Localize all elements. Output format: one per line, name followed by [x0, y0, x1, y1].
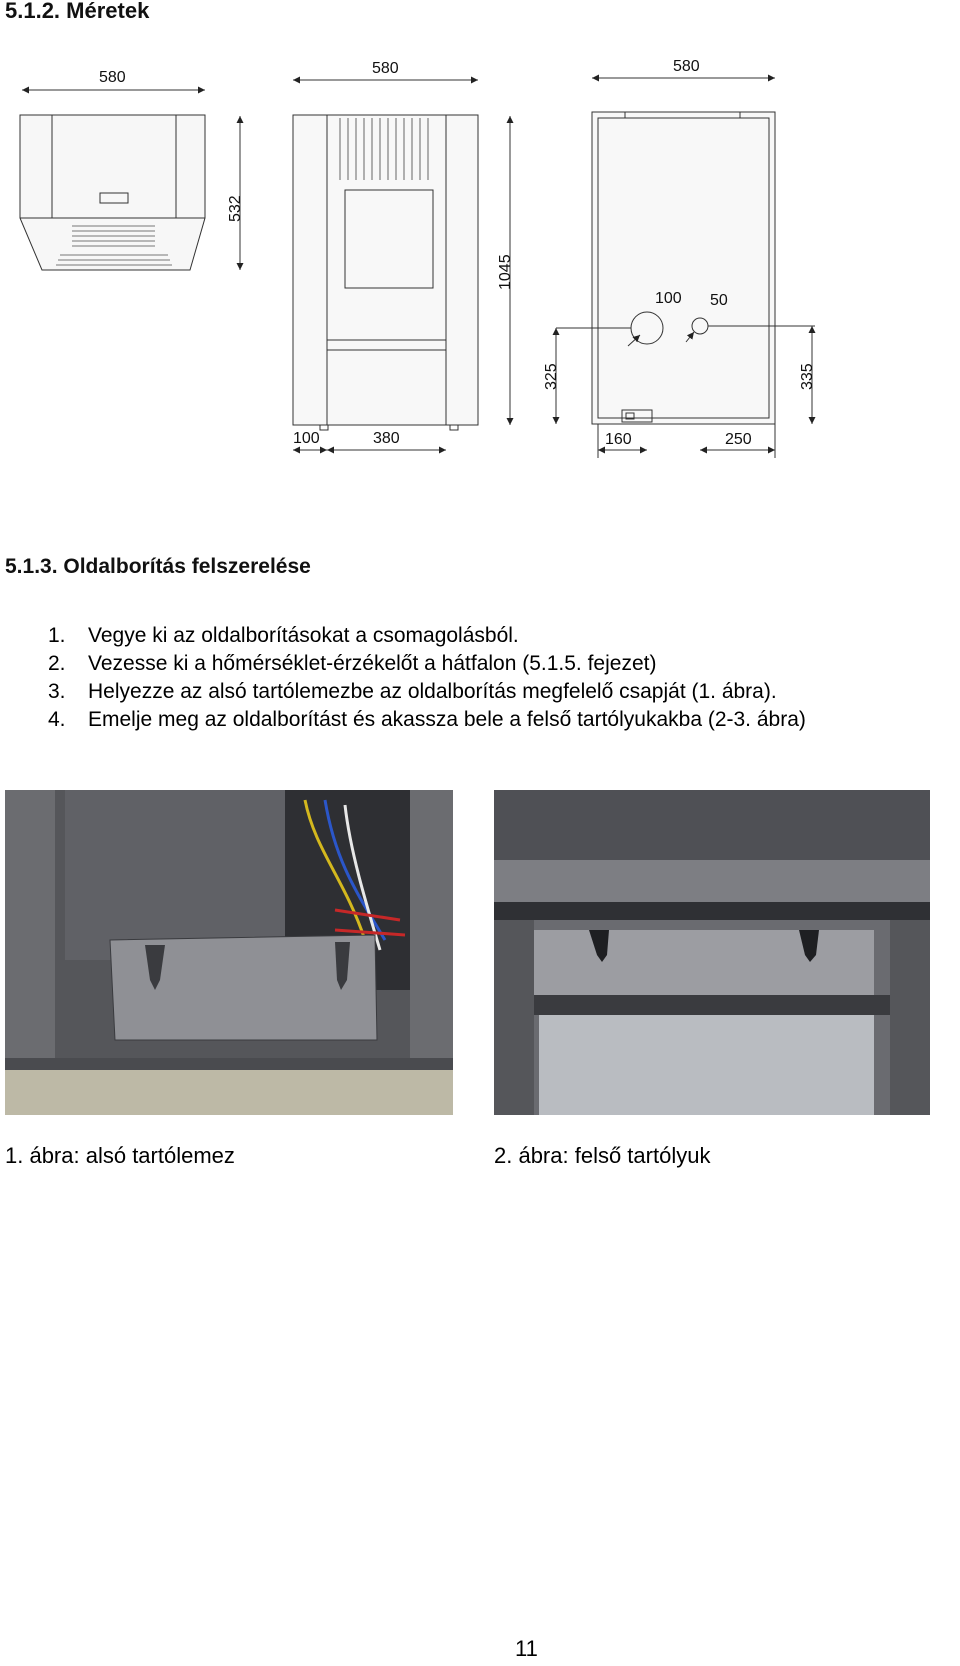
dim-front-width: 580: [99, 69, 126, 86]
install-steps: [48, 622, 806, 734]
dim-side-left-offset: 100: [293, 430, 320, 447]
dim-pipe-small: 50: [710, 292, 728, 309]
figure-caption-2: 2. ábra: felső tartólyuk: [494, 1143, 711, 1168]
dim-back-left-offset: 160: [605, 431, 632, 448]
dim-front-height: 532: [227, 195, 244, 222]
dim-back-width: 580: [673, 58, 700, 75]
front-view: [20, 90, 240, 270]
dimension-drawing: [0, 50, 960, 490]
page-number: 11: [515, 1636, 538, 1661]
dim-pipe-large: 100: [655, 290, 682, 307]
figure-caption-1: 1. ábra: alsó tartólemez: [5, 1143, 235, 1168]
step-item: 3. Helyezze az alsó tartólemezbe az oldalborítás megfelelő csapját (1. ábra).: [48, 680, 777, 703]
side-view: [293, 80, 510, 450]
dim-side-inner: 380: [373, 430, 400, 447]
back-view: [556, 78, 815, 458]
section-title-dimensions: 5.1.2. Méretek: [5, 0, 150, 23]
photo-upper-hole: [494, 790, 930, 1115]
section-title-install: 5.1.3. Oldalborítás felszerelése: [5, 555, 311, 578]
dim-back-left-height: 325: [543, 363, 560, 390]
step-item: 2. Vezesse ki a hőmérséklet-érzékelőt a hátfalon (5.1.5. fejezet): [48, 652, 657, 675]
dim-back-right-offset: 250: [725, 431, 752, 448]
dim-back-right-height: 335: [799, 363, 816, 390]
step-item: 4. Emelje meg az oldalborítást és akassza bele a felső tartólyukakba (2-3. ábra): [48, 708, 806, 731]
step-item: 1. Vegye ki az oldalborításokat a csomagolásból.: [48, 624, 519, 647]
dim-side-width: 580: [372, 60, 399, 77]
photo-lower-bracket: [5, 790, 453, 1115]
dim-side-height: 1045: [497, 254, 514, 290]
